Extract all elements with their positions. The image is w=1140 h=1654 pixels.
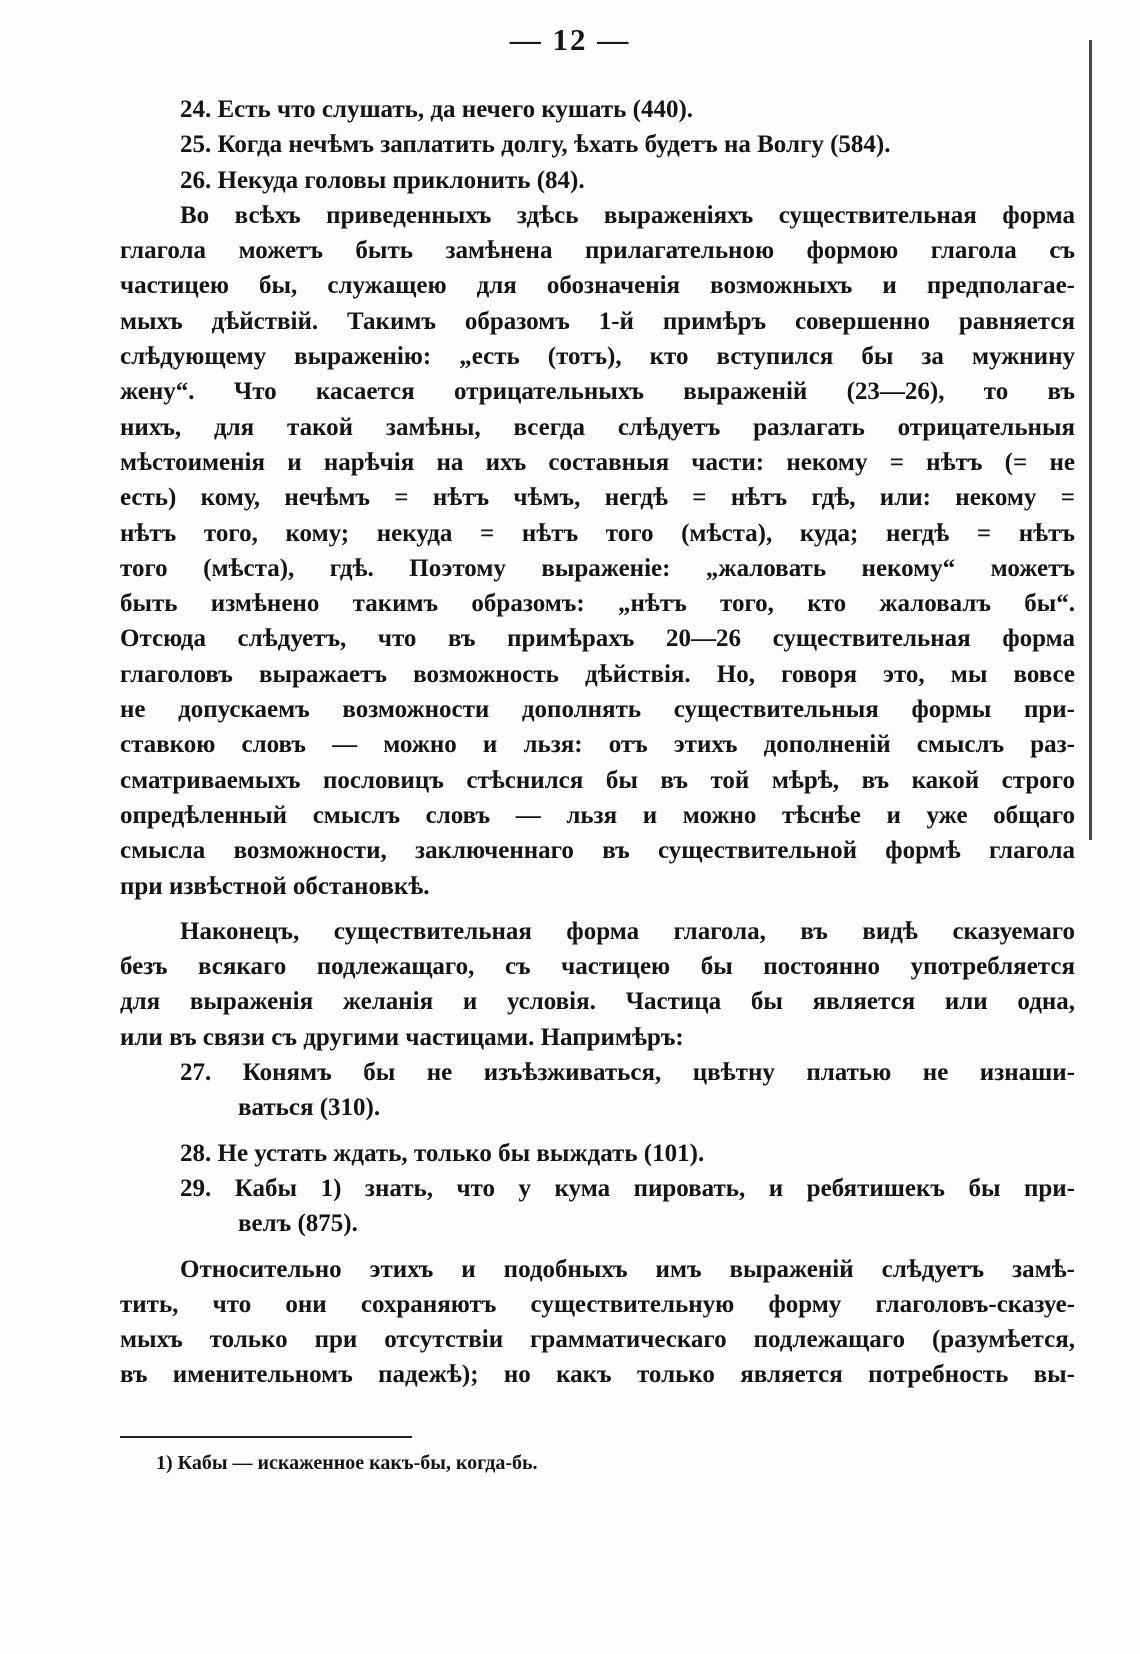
paragraph-3-line: тить, что они сохраняютъ существительную форму глаголовъ-сказуе- bbox=[120, 1290, 1075, 1318]
example-28: 28. Не устать ждать, только бы выждать (101). bbox=[180, 1139, 705, 1167]
paragraph-1-line: есть) кому, нечѣмъ = нѣтъ чѣмъ, негдѣ = нѣтъ гдѣ, или: некому = bbox=[120, 484, 1075, 512]
example-27-cont: ваться (310). bbox=[238, 1094, 381, 1122]
example-29-cont: велъ (875). bbox=[238, 1210, 358, 1238]
paragraph-1-line: того (мѣста), гдѣ. Поэтому выраженіе: „жаловать некому“ можетъ bbox=[120, 554, 1075, 582]
footnote: 1) Кабы — искаженное какъ-бы, когда-бь. bbox=[156, 1452, 538, 1474]
paragraph-1-line: опредѣленный смыслъ словъ — льзя и можно тѣснѣе и уже общаго bbox=[120, 801, 1075, 829]
page-number: — 12 — bbox=[509, 22, 631, 57]
paragraph-2-line: Наконецъ, существительная форма глагола, въ видѣ сказуемаго bbox=[180, 917, 1075, 945]
paragraph-1-line: нѣтъ того, кому; некуда = нѣтъ того (мѣста), куда; негдѣ = нѣтъ bbox=[120, 519, 1075, 547]
example-26: 26. Некуда головы приклонить (84). bbox=[180, 166, 585, 194]
example-24: 24. Есть что слушать, да нечего кушать (440). bbox=[180, 96, 694, 123]
paragraph-1-line: смысла возможности, заключеннаго въ существительной формѣ глагола bbox=[120, 837, 1075, 865]
paragraph-gap bbox=[120, 1126, 1075, 1136]
paragraph-3-line: Относительно этихъ и подобныхъ имъ выраженій слѣдуетъ замѣ- bbox=[180, 1255, 1075, 1283]
footnote-rule bbox=[120, 1436, 412, 1438]
paragraph-1-line: мѣстоименія и нарѣчія на ихъ составныя части: некому = нѣтъ (= не bbox=[120, 448, 1075, 476]
example-27: 27. Конямъ бы не изъѣзживаться, цвѣтну платью не изнаши- bbox=[180, 1059, 1075, 1087]
paragraph-1-line: быть измѣнено такимъ образомъ: „нѣтъ того, кто жаловалъ бы“. bbox=[120, 590, 1075, 618]
example-25: 25. Когда нечѣмъ заплатить долгу, ѣхать будетъ на Волгу (584). bbox=[180, 131, 891, 159]
paragraph-1-line: при извѣстной обстановкѣ. bbox=[120, 872, 430, 900]
example-29: 29. Кабы 1) знать, что у кума пировать, и ребятишекъ бы при- bbox=[180, 1174, 1075, 1202]
paragraph-1-line: не допускаемъ возможности дополнять существительныя формы при- bbox=[120, 696, 1075, 724]
paragraph-1-line: мыхъ дѣйствій. Такимъ образомъ 1-й примѣръ совершенно равняется bbox=[120, 307, 1075, 335]
body-text bbox=[120, 92, 1075, 1393]
paragraph-1-line: жену“. Что касается отрицательныхъ выраженій (23—26), то въ bbox=[120, 378, 1075, 406]
paragraph-2-line: для выраженія желанія и условія. Частица бы является или одна, bbox=[120, 988, 1075, 1016]
paragraph-2-line: безъ всякаго подлежащаго, съ частицею бы постоянно употребляется bbox=[120, 953, 1075, 981]
paragraph-1-line: глаголовъ выражаетъ возможность дѣйствія. Но, говоря это, мы вовсе bbox=[120, 660, 1075, 688]
paragraph-gap bbox=[120, 904, 1075, 914]
paragraph-3-line: въ именительномъ падежѣ); но какъ только является потребность вы- bbox=[120, 1361, 1075, 1389]
paragraph-1-line: нихъ, для такой замѣны, всегда слѣдуетъ разлагать отрицательныя bbox=[120, 413, 1075, 441]
paragraph-1-line: Во всѣхъ приведенныхъ здѣсь выраженіяхъ существительная форма bbox=[180, 201, 1075, 229]
paragraph-3-line: мыхъ только при отсутствіи грамматическаго подлежащаго (разумѣется, bbox=[120, 1326, 1075, 1354]
paragraph-gap bbox=[120, 1242, 1075, 1252]
scan-page-edge bbox=[1089, 40, 1092, 840]
paragraph-1-line: слѣдующему выраженію: „есть (тотъ), кто вступился бы за мужнину bbox=[120, 343, 1075, 371]
paragraph-1-line: Отсюда слѣдуетъ, что въ примѣрахъ 20—26 существительная форма bbox=[120, 625, 1075, 653]
paragraph-1-line: частицею бы, служащею для обозначенія возможныхъ и предполагае- bbox=[120, 272, 1075, 300]
paragraph-1-line: ставкою словъ — можно и льзя: отъ этихъ дополненій смыслъ раз- bbox=[120, 731, 1075, 759]
paragraph-1-line: глагола можетъ быть замѣнена прилагательною формою глагола съ bbox=[120, 237, 1075, 265]
paragraph-2-line: или въ связи съ другими частицами. Напримѣръ: bbox=[120, 1023, 684, 1051]
paragraph-1-line: сматриваемыхъ пословицъ стѣснился бы въ той мѣрѣ, въ какой строго bbox=[120, 766, 1075, 794]
